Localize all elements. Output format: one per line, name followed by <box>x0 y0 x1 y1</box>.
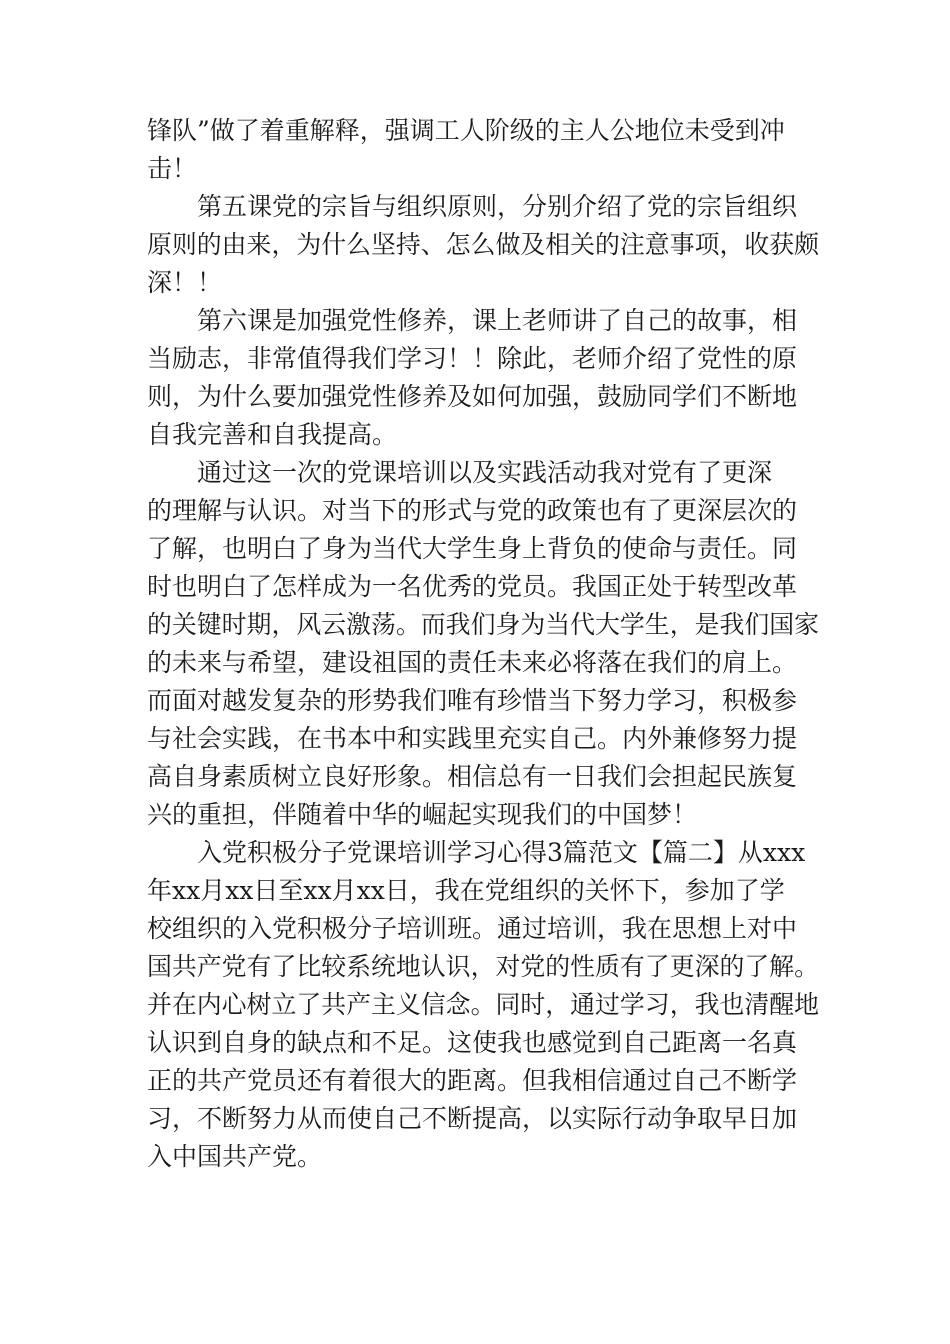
text-line: 的未来与希望，建设祖国的责任未来必将落在我们的肩上。 <box>147 648 798 677</box>
text-line: 并在内心树立了共产主义信念。同时，通过学习，我也清醒地 <box>147 990 820 1019</box>
paragraph <box>147 302 817 454</box>
text-line: 的关键时期，风云激荡。而我们身为当代大学生，是我们国家 <box>147 610 820 639</box>
text-line: 年xx月xx日至xx月xx日，我在党组织的关怀下，参加了学 <box>147 876 785 905</box>
text-line: 通过这一次的党课培训以及实践活动我对党有了更深 <box>147 458 773 487</box>
paragraph <box>147 112 817 188</box>
body-text <box>147 112 820 1176</box>
paragraph <box>147 454 820 834</box>
text-line: 则，为什么要加强党性修养及如何加强，鼓励同学们不断地 <box>147 382 798 411</box>
text-line: 高自身素质树立良好形象。相信总有一日我们会担起民族复 <box>147 762 798 791</box>
text-line: 认识到自身的缺点和不足。这使我也感觉到自己距离一名真 <box>147 1028 798 1057</box>
text-line: 入中国共产党。 <box>147 1142 323 1171</box>
text-line: 击！ <box>147 154 198 183</box>
text-line: 第六课是加强党性修养，课上老师讲了自己的故事，相 <box>147 306 798 335</box>
text-line: 自我完善和自我提高。 <box>147 420 398 449</box>
text-line: 国共产党有了比较系统地认识，对党的性质有了更深的了解。 <box>147 952 820 981</box>
text-line: 入党积极分子党课培训学习心得3篇范文【篇二】从xxx <box>147 838 806 867</box>
text-line: 与社会实践，在书本中和实践里充实自己。内外兼修努力提 <box>147 724 798 753</box>
text-line: 习，不断努力从而使自己不断提高，以实际行动争取早日加 <box>147 1104 798 1133</box>
paragraph <box>147 834 820 1176</box>
text-line: 深！！ <box>147 268 223 297</box>
text-line: 校组织的入党积极分子培训班。通过培训，我在思想上对中 <box>147 914 798 943</box>
text-line: 而面对越发复杂的形势我们唯有珍惜当下努力学习，积极参 <box>147 686 798 715</box>
text-line: 锋队”做了着重解释，强调工人阶级的主人公地位未受到冲 <box>147 116 785 145</box>
text-line: 正的共产党员还有着很大的距离。但我相信通过自己不断学 <box>147 1066 798 1095</box>
paragraph <box>147 188 820 302</box>
text-line: 的理解与认识。对当下的形式与党的政策也有了更深层次的 <box>147 496 798 525</box>
text-line: 了解，也明白了身为当代大学生身上背负的使命与责任。同 <box>147 534 798 563</box>
text-line: 当励志，非常值得我们学习！！除此，老师介绍了党性的原 <box>147 344 798 373</box>
text-line: 原则的由来，为什么坚持、怎么做及相关的注意事项，收获颇 <box>147 230 820 259</box>
text-line: 兴的重担，伴随着中华的崛起实现我们的中国梦！ <box>147 800 698 829</box>
text-line: 第五课党的宗旨与组织原则，分别介绍了党的宗旨组织 <box>147 192 798 221</box>
text-line: 时也明白了怎样成为一名优秀的党员。我国正处于转型改革 <box>147 572 798 601</box>
